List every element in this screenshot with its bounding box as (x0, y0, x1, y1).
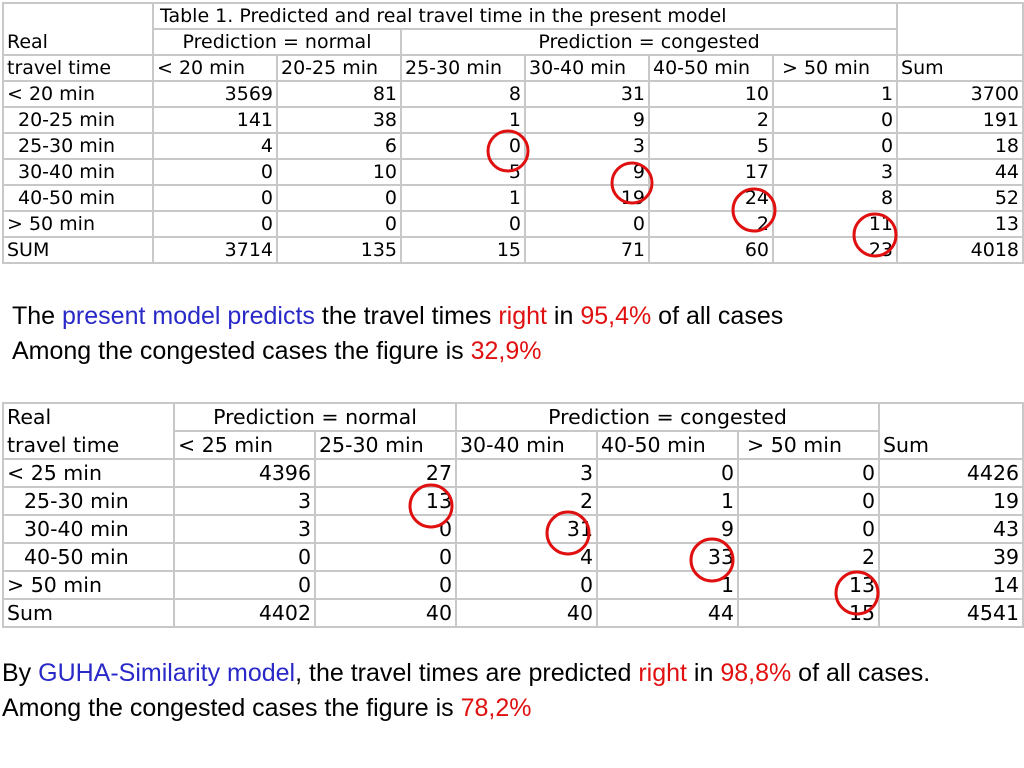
row-label: 25-30 min (3, 487, 174, 515)
group-header-normal: Prediction = normal (153, 29, 401, 55)
table-cell: 191 (897, 107, 1023, 133)
summary-text: in (686, 659, 721, 687)
row-header-real: Real (3, 403, 174, 431)
table-cell: 13 (897, 211, 1023, 237)
table-row (3, 515, 1023, 543)
column-header: 30-40 min (456, 431, 597, 459)
table-cell: 4396 (174, 459, 315, 487)
table-cell: 0 (153, 211, 277, 237)
table-cell: 0 (315, 515, 456, 543)
table-cell: 0 (315, 571, 456, 599)
table-cell: 4541 (879, 599, 1023, 627)
table-cell: 4018 (897, 237, 1023, 263)
table-cell: 0 (174, 571, 315, 599)
table-cell: 10 (649, 81, 773, 107)
table-cell: 5 (401, 159, 525, 185)
table-cell: 4426 (879, 459, 1023, 487)
table-cell: 17 (649, 159, 773, 185)
table-cell: 0 (738, 459, 879, 487)
table-cell: 5 (649, 133, 773, 159)
table-cell: 15 (401, 237, 525, 263)
highlight-word: right (498, 302, 547, 330)
table-cell: 0 (738, 515, 879, 543)
table-cell: 3 (456, 459, 597, 487)
table-row (3, 237, 1023, 263)
table-cell: 18 (897, 133, 1023, 159)
table-cell: 33 (597, 543, 738, 571)
column-header: < 20 min (153, 55, 277, 81)
summary-1-line-2 (12, 334, 783, 369)
table-cell: 39 (879, 543, 1023, 571)
table-cell: 15 (738, 599, 879, 627)
table-cell: 1 (401, 107, 525, 133)
table-cell: 14 (879, 571, 1023, 599)
accuracy-value: 98,8% (720, 659, 792, 687)
row-label: < 20 min (3, 81, 153, 107)
table-2 (2, 402, 1024, 628)
table-cell: 3 (773, 159, 897, 185)
row-label: 20-25 min (3, 107, 153, 133)
table-cell: 3700 (897, 81, 1023, 107)
congested-accuracy-value: 32,9% (470, 337, 542, 365)
table-cell: 0 (315, 543, 456, 571)
table-cell: 1 (773, 81, 897, 107)
table-1 (2, 2, 1024, 264)
summary-text: in (546, 302, 581, 330)
row-header-real: Real (3, 29, 153, 55)
table-cell: 0 (773, 107, 897, 133)
row-label: SUM (3, 237, 153, 263)
table-cell: 60 (649, 237, 773, 263)
table-cell: 31 (456, 515, 597, 543)
table-cell: 0 (773, 133, 897, 159)
table-cell: 3 (174, 487, 315, 515)
row-label: 25-30 min (3, 133, 153, 159)
summary-text: The (12, 302, 63, 330)
table-cell: 52 (897, 185, 1023, 211)
table-row (3, 159, 1023, 185)
row-header-travel-time: travel time (3, 431, 174, 459)
table-row (3, 211, 1023, 237)
table-cell: 2 (649, 107, 773, 133)
table-cell: 141 (153, 107, 277, 133)
table-cell: 9 (597, 515, 738, 543)
table-cell: 4 (456, 543, 597, 571)
table-row (3, 81, 1023, 107)
row-label: > 50 min (3, 571, 174, 599)
table-cell: 0 (153, 159, 277, 185)
table-cell: 1 (401, 185, 525, 211)
empty-cell (879, 403, 1023, 431)
model-name: GUHA-Similarity model (38, 659, 296, 687)
table-cell: 3569 (153, 81, 277, 107)
table-cell: 71 (525, 237, 649, 263)
row-label: 30-40 min (3, 515, 174, 543)
table-cell: 81 (277, 81, 401, 107)
table-cell: 43 (879, 515, 1023, 543)
table-1-title: Table 1. Predicted and real travel time in the present model (153, 3, 897, 29)
summary-2 (2, 656, 1012, 726)
table-cell: 0 (738, 487, 879, 515)
table-row (3, 133, 1023, 159)
row-label: 40-50 min (3, 543, 174, 571)
row-label: Sum (3, 599, 174, 627)
table-cell: 0 (525, 211, 649, 237)
table-cell: 0 (174, 543, 315, 571)
column-header: > 50 min (773, 55, 897, 81)
table-cell: 2 (456, 487, 597, 515)
summary-text: of all cases. Among the congested cases the figure is (2, 659, 931, 722)
model-name: present model predicts (62, 302, 315, 330)
table-cell: 3714 (153, 237, 277, 263)
column-header: Sum (879, 431, 1023, 459)
table-row (3, 543, 1023, 571)
table-row (3, 487, 1023, 515)
table-cell: 3 (174, 515, 315, 543)
table-cell: 2 (738, 543, 879, 571)
table-cell: 8 (401, 81, 525, 107)
table-row (3, 459, 1023, 487)
table-row (3, 571, 1023, 599)
row-label: > 50 min (3, 211, 153, 237)
table-cell: 9 (525, 159, 649, 185)
group-header-congested: Prediction = congested (401, 29, 897, 55)
column-header: Sum (897, 55, 1023, 81)
table-cell: 44 (897, 159, 1023, 185)
summary-text: , the travel times are predicted (295, 659, 639, 687)
table-cell: 1 (597, 571, 738, 599)
table-cell: 10 (277, 159, 401, 185)
table-cell: 4402 (174, 599, 315, 627)
summary-text: By (2, 659, 39, 687)
corner-cell (897, 3, 1023, 29)
table-cell: 3 (525, 133, 649, 159)
column-header: < 25 min (174, 431, 315, 459)
summary-1-line-1 (12, 299, 783, 334)
table-cell: 4 (153, 133, 277, 159)
table-cell: 31 (525, 81, 649, 107)
table-cell: 13 (315, 487, 456, 515)
table-cell: 0 (277, 185, 401, 211)
table-cell: 24 (649, 185, 773, 211)
row-header-travel-time: travel time (3, 55, 153, 81)
summary-text: Among the congested cases the figure is (12, 337, 471, 365)
table-cell: 19 (525, 185, 649, 211)
table-cell: 0 (401, 133, 525, 159)
table-cell: 0 (401, 211, 525, 237)
table-cell: 19 (879, 487, 1023, 515)
column-header: 30-40 min (525, 55, 649, 81)
group-header-congested: Prediction = congested (456, 403, 879, 431)
table-cell: 0 (277, 211, 401, 237)
column-header: 40-50 min (649, 55, 773, 81)
table-cell: 38 (277, 107, 401, 133)
summary-1 (12, 299, 783, 369)
table-cell: 0 (597, 459, 738, 487)
table-cell: 40 (315, 599, 456, 627)
row-label: < 25 min (3, 459, 174, 487)
column-header: 20-25 min (277, 55, 401, 81)
table-cell: 9 (525, 107, 649, 133)
table-cell: 23 (773, 237, 897, 263)
table-row (3, 185, 1023, 211)
table-cell: 40 (456, 599, 597, 627)
table-cell: 0 (153, 185, 277, 211)
summary-text: of all cases (651, 302, 784, 330)
table-cell: 6 (277, 133, 401, 159)
table-row (3, 107, 1023, 133)
table-row (3, 599, 1023, 627)
table-cell: 27 (315, 459, 456, 487)
accuracy-value: 95,4% (580, 302, 652, 330)
table-cell: 11 (773, 211, 897, 237)
table-cell: 2 (649, 211, 773, 237)
congested-accuracy-value: 78,2% (460, 694, 532, 722)
row-label: 40-50 min (3, 185, 153, 211)
column-header: 40-50 min (597, 431, 738, 459)
corner-cell (3, 3, 153, 29)
table-cell: 8 (773, 185, 897, 211)
column-header: 25-30 min (315, 431, 456, 459)
column-header: 25-30 min (401, 55, 525, 81)
highlight-word: right (638, 659, 687, 687)
table-cell: 0 (456, 571, 597, 599)
table-cell: 1 (597, 487, 738, 515)
row-label: 30-40 min (3, 159, 153, 185)
table-cell: 135 (277, 237, 401, 263)
empty-cell (897, 29, 1023, 55)
table-cell: 44 (597, 599, 738, 627)
group-header-normal: Prediction = normal (174, 403, 456, 431)
summary-text: the travel times (314, 302, 499, 330)
column-header: > 50 min (738, 431, 879, 459)
table-cell: 13 (738, 571, 879, 599)
